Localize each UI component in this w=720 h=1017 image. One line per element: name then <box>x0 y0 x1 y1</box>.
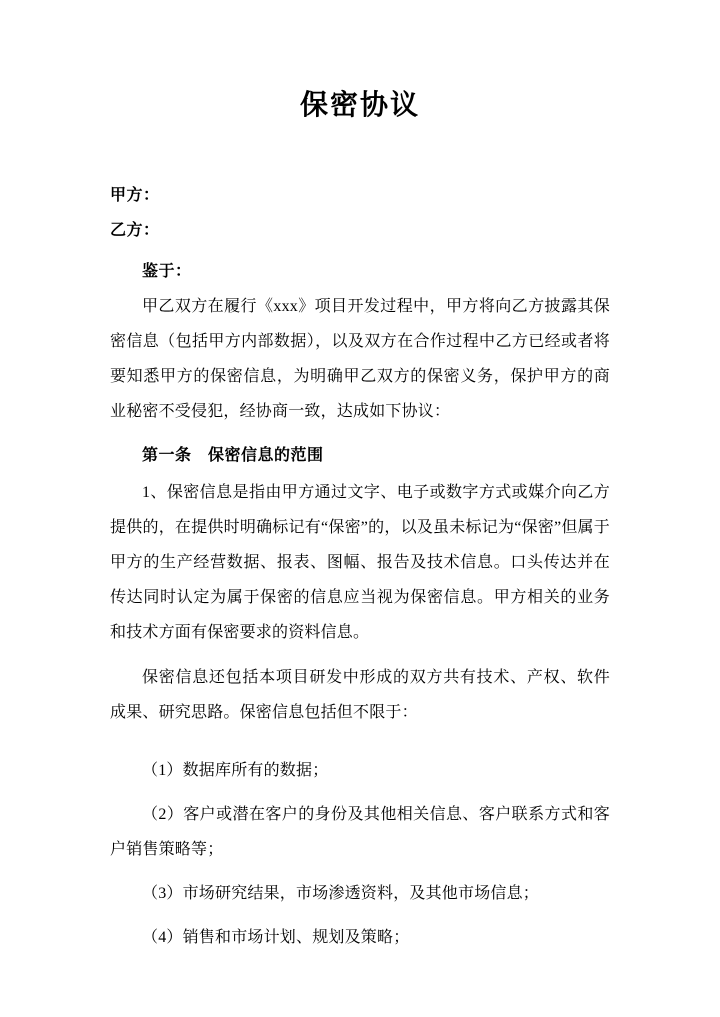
whereas-label: 鉴于： <box>142 263 192 280</box>
article-1-paragraph-2: 保密信息还包括本项目研发中形成的双方共有技术、产权、软件成果、研究思路。保密信息包括但不限于： <box>110 669 610 721</box>
list-item: （1）数据库所有的数据； <box>142 762 329 779</box>
page-title: 保密协议 <box>299 90 420 121</box>
title-spacer <box>110 120 610 178</box>
list-item: （3）市场研究结果，市场渗透资料，及其他市场信息； <box>142 885 540 902</box>
party-b-label: 乙方： <box>110 222 160 239</box>
article-1-paragraph-1: 1、保密信息是指由甲方通过文字、电子或数字方式或媒介向乙方提供的，在提供时明确标记有“保密”的，以及虽未标记为“保密”但属于甲方的生产经营数据、报表、图幅、报告及技术信息。口头传达并在传达同时认定为属于保密的信息应当视为保密信息。甲方相关的业务和技术方面有保密要求的资料信息。 <box>110 484 610 641</box>
document-body <box>110 0 610 955</box>
paragraph-spacer <box>110 650 610 660</box>
list-item: （2）客户或潜在客户的身份及其他相关信息、客户联系方式和客户销售策略等； <box>110 806 610 858</box>
recital-paragraph: 甲乙双方在履行《xxx》项目开发过程中，甲方将向乙方披露其保密信息（包括甲方内部数据），以及双方在合作过程中乙方已经或者将要知悉甲方的保密信息，为明确甲乙双方的保密义务，保护甲方的商业秘密不受侵犯，经协商一致，达成如下协议： <box>110 298 610 420</box>
party-a-label: 甲方： <box>110 187 160 204</box>
list-item: （4）销售和市场计划、规划及策略； <box>142 929 410 946</box>
section-heading-article-1: 第一条 保密信息的范围 <box>142 447 324 464</box>
list-spacer <box>110 730 610 744</box>
